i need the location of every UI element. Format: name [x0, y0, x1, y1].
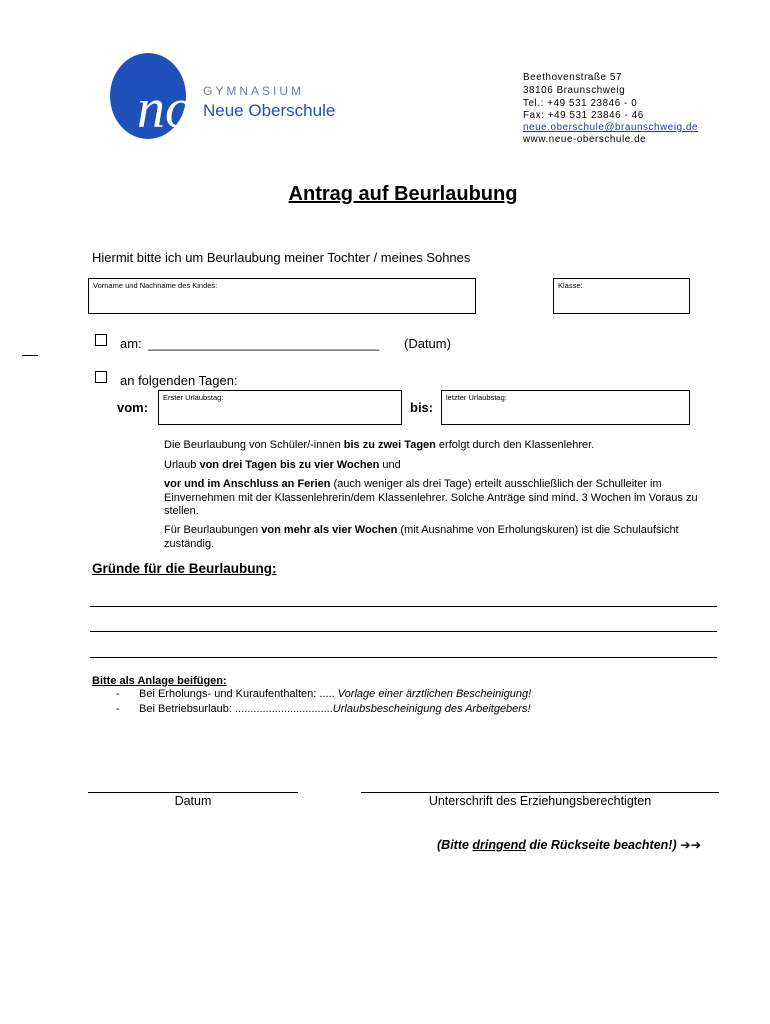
- reason-line-2[interactable]: [90, 631, 717, 632]
- to-label: bis:: [410, 400, 434, 415]
- date-suffix: (Datum): [404, 336, 451, 351]
- am-checkbox[interactable]: [95, 334, 107, 346]
- child-name-label: Vorname und Nachname des Kindes:: [93, 281, 218, 290]
- intro-text: Hiermit bitte ich um Beurlaubung meiner Tochter / meines Sohnes: [92, 250, 471, 265]
- first-day-label: Erster Urlaubstag:: [163, 393, 224, 402]
- date-signature-line[interactable]: [88, 792, 298, 793]
- address-tel: Tel.: +49 531 23846 - 0: [523, 98, 638, 109]
- reason-line-1[interactable]: [90, 606, 717, 607]
- attachments-heading: Bitte als Anlage beifügen:: [92, 675, 227, 687]
- child-name-field[interactable]: [88, 278, 476, 314]
- days-label: an folgenden Tagen:: [120, 373, 238, 388]
- date-label: Datum: [174, 794, 212, 808]
- logo-monogram: no: [137, 78, 193, 140]
- reasons-heading: Gründe für die Beurlaubung:: [92, 561, 277, 576]
- guardian-signature-label: Unterschrift des Erziehungsberechtigten: [428, 794, 652, 808]
- address-fax: Fax: +49 531 23846 - 46: [523, 110, 644, 121]
- last-day-field[interactable]: [441, 390, 690, 425]
- class-label: Klasse:: [558, 281, 583, 290]
- last-day-label: letzter Urlaubstag:: [446, 393, 507, 402]
- class-field[interactable]: [553, 278, 690, 314]
- logo-text-school-name: Neue Oberschule: [203, 101, 336, 120]
- attachment-dash-2: -: [116, 703, 120, 715]
- reason-line-3[interactable]: [90, 657, 717, 658]
- info-paragraph-4: Für Beurlaubungen von mehr als vier Wochen (mit Ausnahme von Erholungskuren) ist die Schulaufsicht zuständig.: [164, 524, 679, 550]
- address-email-link[interactable]: neue.oberschule@braunschweig.de: [523, 122, 699, 133]
- guardian-signature-line[interactable]: [361, 792, 719, 793]
- from-label: vom:: [117, 400, 149, 415]
- address-street: Beethovenstraße 57: [523, 72, 623, 83]
- margin-mark: [22, 355, 38, 356]
- info-paragraph-3: vor und im Anschluss an Ferien (auch weniger als drei Tage) erteilt ausschließlich der Schulleiter im Einvernehmen mit der Klassenlehrerin/dem Klassenlehrer. Solche Anträge sind mind. 3 Wochen im Voraus zu stellen.: [164, 478, 698, 517]
- address-website: www.neue-oberschule.de: [523, 134, 647, 145]
- attachment-item-1: Bei Erholungs- und Kuraufenthalten: ..... Vorlage einer ärztlichen Bescheinigung!: [139, 688, 532, 700]
- address-city: 38106 Braunschweig: [523, 85, 626, 96]
- days-checkbox[interactable]: [95, 371, 107, 383]
- backside-note: (Bitte dringend die Rückseite beachten!) ➔➔: [437, 838, 702, 852]
- attachment-dash-1: -: [116, 688, 120, 700]
- am-label: am:: [120, 336, 142, 351]
- attachment-item-2: Bei Betriebsurlaub: ................................Urlaubsbescheinigung des Arbeitgebers!: [139, 703, 531, 715]
- am-date-line[interactable]: ________________________________: [148, 336, 380, 351]
- logo-text-gymnasium: GYMNASIUM: [203, 84, 305, 98]
- info-paragraph-2: Urlaub von drei Tagen bis zu vier Wochen und: [164, 459, 401, 471]
- info-paragraph-1: Die Beurlaubung von Schüler/-innen bis zu zwei Tagen erfolgt durch den Klassenlehrer.: [164, 439, 595, 451]
- double-arrow-icon: ➔➔: [680, 838, 702, 852]
- first-day-field[interactable]: [158, 390, 402, 425]
- page-title: Antrag auf Beurlaubung: [288, 183, 518, 205]
